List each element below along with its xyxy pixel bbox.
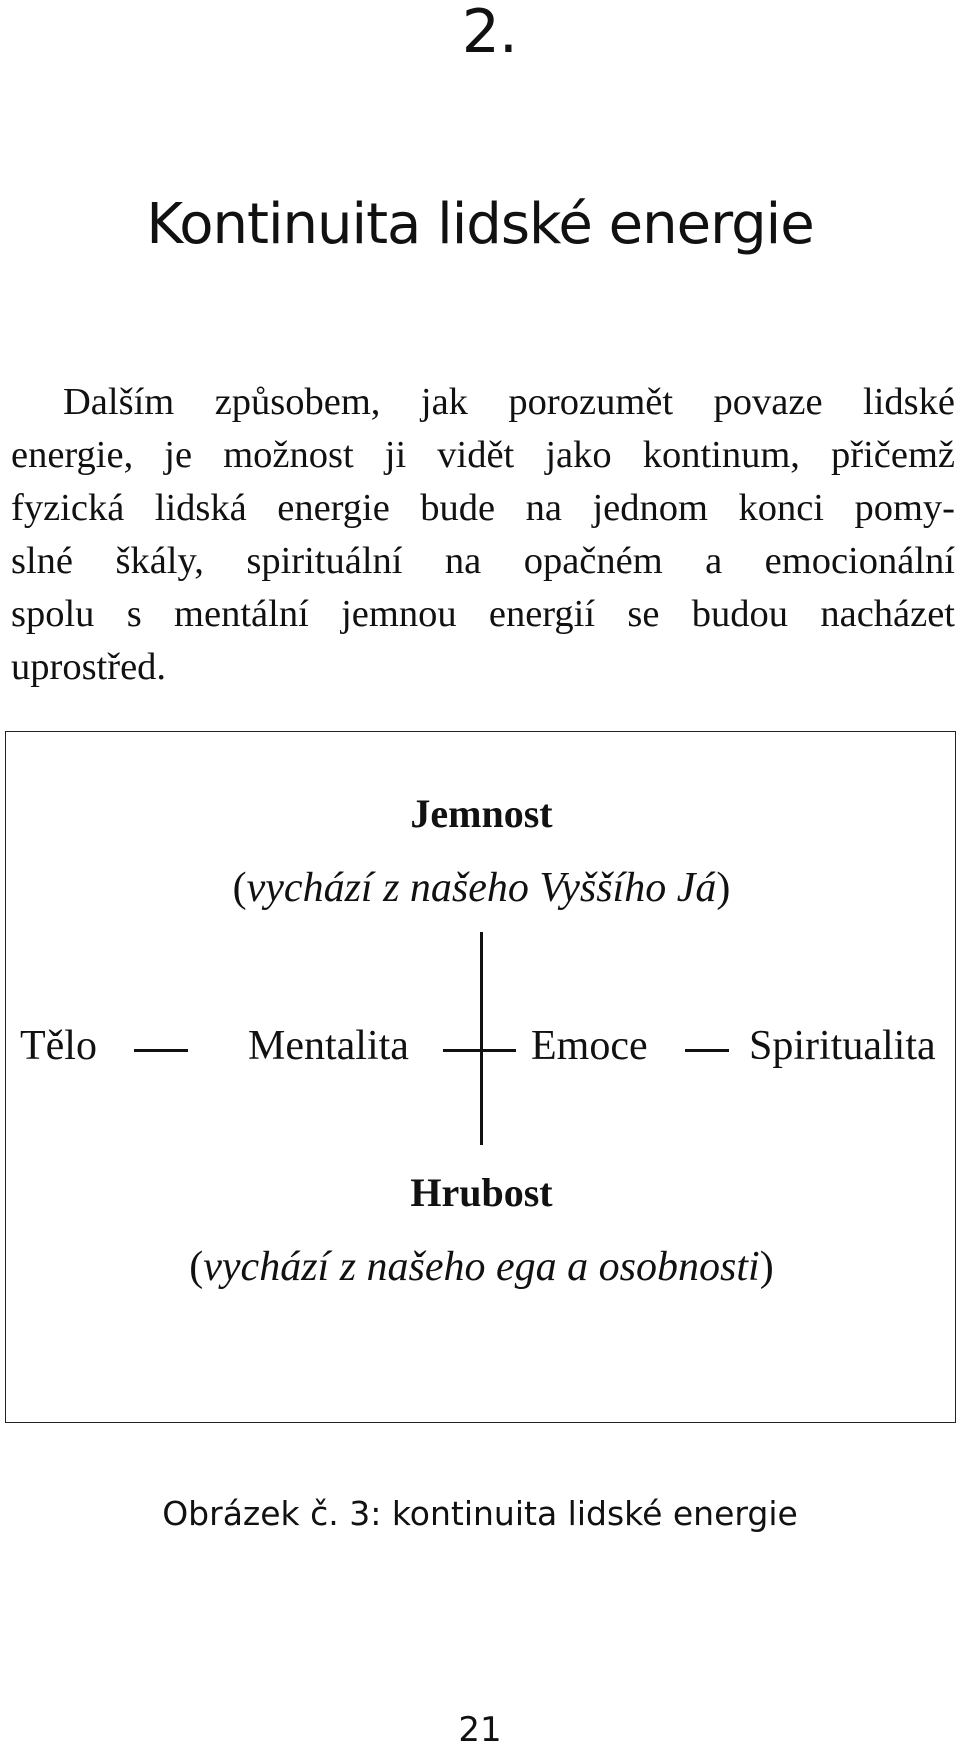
scale-label-spiritualita: Spiritualita bbox=[749, 1023, 936, 1069]
figure-caption: Obrázek č. 3: kontinuita lidské energie bbox=[162, 1494, 798, 1533]
top-pole-title: Jemnost bbox=[410, 791, 553, 836]
chapter-number: 2. bbox=[461, 0, 517, 67]
paren-close: ) bbox=[759, 1244, 774, 1290]
vertical-axis-line bbox=[480, 932, 483, 1145]
scale-label-mentalita: Mentalita bbox=[248, 1023, 409, 1069]
paren-open: ( bbox=[189, 1244, 204, 1290]
body-paragraph bbox=[11, 376, 955, 694]
scale-label-telo: Tělo bbox=[20, 1023, 97, 1069]
body-line: slné škály, spirituální na opačném a emocionální bbox=[11, 540, 955, 582]
bottom-pole-desc-text: vychází z našeho ega a osobnosti bbox=[203, 1244, 760, 1290]
chapter-title: Kontinuita lidské energie bbox=[146, 192, 814, 257]
energy-continuum-figure bbox=[5, 731, 956, 1423]
paren-open: ( bbox=[232, 865, 247, 911]
bottom-pole-title: Hrubost bbox=[410, 1170, 553, 1215]
body-line: energie, je možnost ji vidět jako kontinum, přičemž bbox=[11, 434, 955, 476]
top-pole-desc-text: vychází z našeho Vyššího Já bbox=[246, 865, 717, 911]
body-line: fyzická lidská energie bude na jednom konci pomy- bbox=[11, 487, 955, 529]
scale-connector bbox=[134, 1049, 188, 1052]
paren-close: ) bbox=[716, 865, 731, 911]
body-line: Dalším způsobem, jak porozumět povaze lidské bbox=[63, 381, 955, 423]
scale-connector bbox=[685, 1049, 729, 1052]
body-line: uprostřed. bbox=[11, 646, 167, 688]
page-number: 21 bbox=[458, 1710, 502, 1750]
bottom-pole-description bbox=[6, 1242, 957, 1292]
scale-connector bbox=[443, 1049, 516, 1052]
scale-label-emoce: Emoce bbox=[531, 1023, 648, 1069]
top-pole-description bbox=[6, 863, 957, 913]
body-line: spolu s mentální jemnou energií se budou nacházet bbox=[11, 593, 955, 635]
